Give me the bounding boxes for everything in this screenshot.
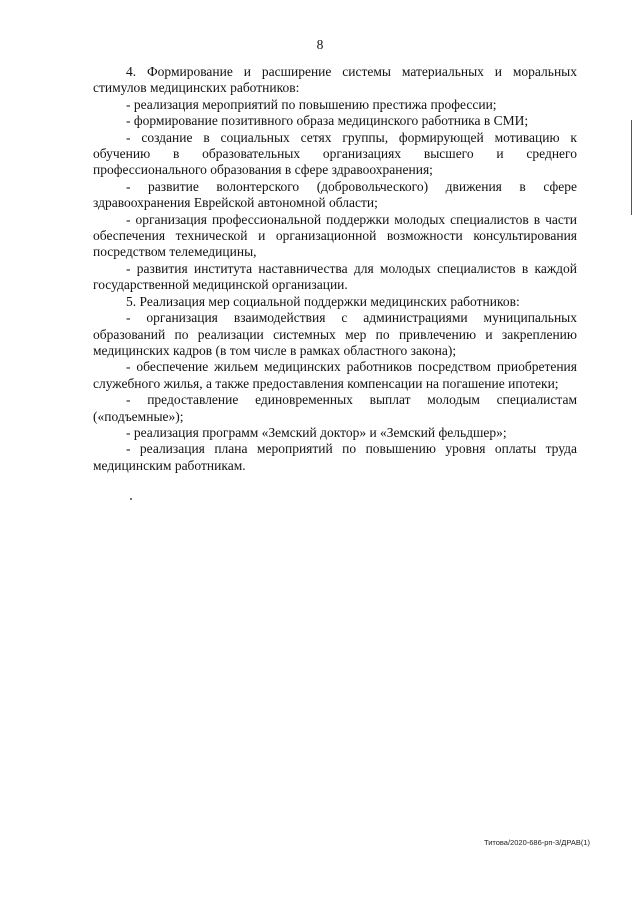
paragraph-mentoring: - развития института наставничества для молодых специалистов в каждой государственной медицинской организации. xyxy=(93,260,577,293)
paragraph-section-4-heading: 4. Формирование и расширение системы материальных и моральных стимулов медицинских работников: xyxy=(93,64,577,96)
paragraph-prestige: - реализация мероприятий по повышению престижа профессии; xyxy=(126,96,497,112)
paragraph-volunteering: - развитие волонтерского (добровольческого) движения в сфере здравоохранения Еврейской автономной области; xyxy=(93,178,577,211)
paragraph-lump-sum-payments: - предоставление единовременных выплат молодым специалистам («подъемные»); xyxy=(93,392,577,424)
paragraph-section-5-heading: 5. Реализация мер социальной поддержки медицинских работников: xyxy=(126,293,520,309)
paragraph-municipal-cooperation: - организация взаимодействия с администрациями муниципальных образований по реализации системных мер по привлечению и закреплению медицинских кадров (в том числе в рамках областного закона); xyxy=(93,310,577,358)
document-body xyxy=(93,64,577,474)
page-number: 8 xyxy=(316,37,324,52)
scan-edge-line xyxy=(631,120,632,215)
paragraph-telemedicine: - организация профессиональной поддержки молодых специалистов в части обеспечения технической и организационной возможности консультирования посредством телемедицины, xyxy=(93,211,577,260)
paragraph-social-networks: - создание в социальных сетях группы, формирующей мотивацию к обучению в образовательных организациях высшего и среднего профессионального образования в сфере здравоохранения; xyxy=(93,129,577,178)
document-footer-code: Титова/2020-686-рп-3/ДРАВ(1) xyxy=(483,838,590,847)
stray-dot-mark xyxy=(130,498,132,500)
paragraph-housing: - обеспечение жильем медицинских работников посредством приобретения служебного жилья, а также предоставления компенсации на погашение ипотеки; xyxy=(93,359,577,391)
paragraph-zemsky-programs: - реализация программ «Земский доктор» и «Земский фельдшер»; xyxy=(126,424,507,440)
paragraph-salary-plan: - реализация плана мероприятий по повышению уровня оплаты труда медицинским работникам. xyxy=(93,441,577,473)
paragraph-media-image: - формирование позитивного образа медицинского работника в СМИ; xyxy=(126,113,529,129)
